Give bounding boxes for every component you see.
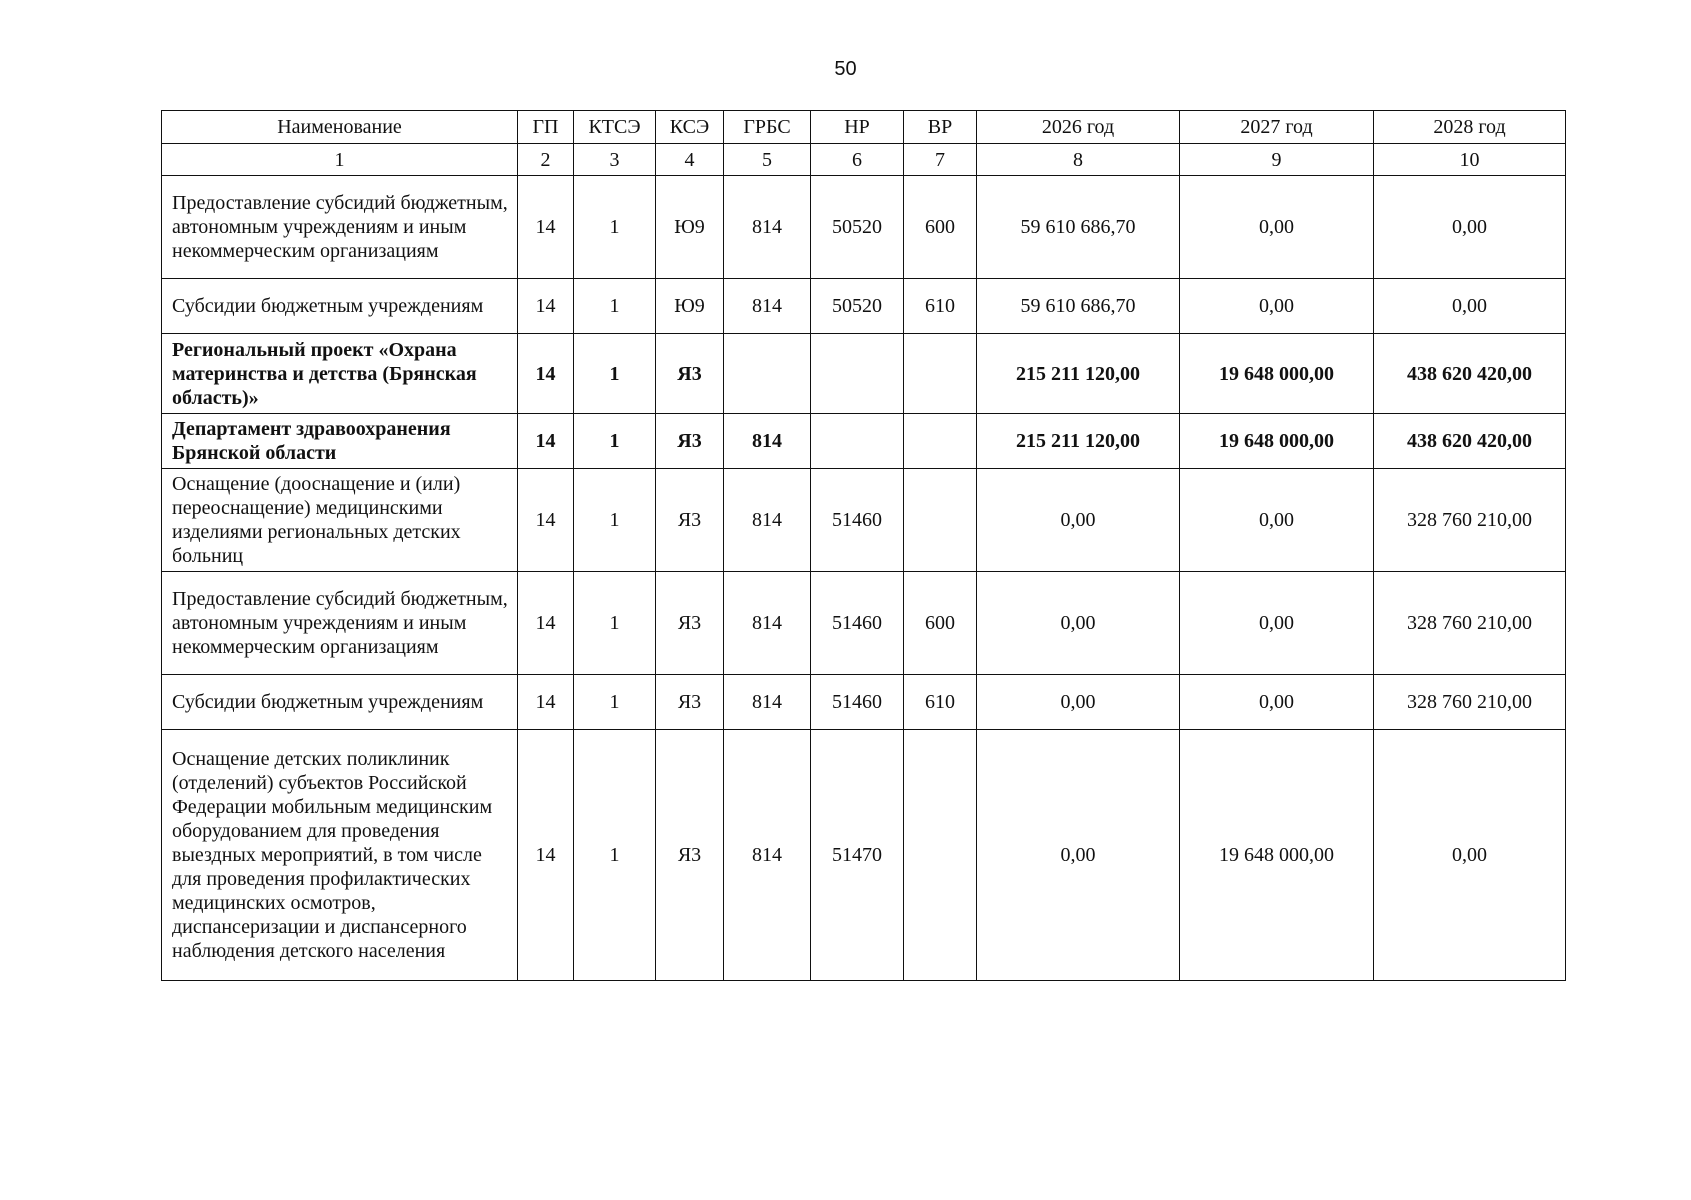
gp-cell: 14 [518,334,574,414]
nr-cell: 51460 [811,675,904,730]
amount-2028-cell: 328 760 210,00 [1374,572,1566,675]
header-cell-kse: КСЭ [656,111,724,144]
amount-2027-cell: 0,00 [1180,469,1374,572]
kse-cell: Ю9 [656,279,724,334]
grbs-cell: 814 [724,572,811,675]
page-number: 50 [834,58,857,80]
nr-cell: 51460 [811,469,904,572]
gp-cell: 14 [518,469,574,572]
nr-cell: 51460 [811,572,904,675]
kse-cell: Ю9 [656,176,724,279]
grbs-cell [724,334,811,414]
header-cell-vr: ВР [904,111,977,144]
header-cell-ktse: КТСЭ [574,111,656,144]
header-cell-nr: НР [811,111,904,144]
vr-cell: 610 [904,279,977,334]
amount-2026-cell: 215 211 120,00 [977,414,1180,469]
vr-cell [904,334,977,414]
vr-cell [904,469,977,572]
name-cell: Оснащение (дооснащение и (или) переоснащение) медицинскими изделиями региональных детских больниц [162,469,518,572]
header-cell-gp: ГП [518,111,574,144]
column-number-cell: 10 [1374,144,1566,176]
amount-2026-cell: 0,00 [977,469,1180,572]
vr-cell: 600 [904,176,977,279]
name-cell: Субсидии бюджетным учреждениям [162,675,518,730]
nr-cell: 50520 [811,176,904,279]
column-number-cell: 2 [518,144,574,176]
nr-cell [811,414,904,469]
amount-2027-cell: 0,00 [1180,572,1374,675]
column-number-cell: 7 [904,144,977,176]
table-row [162,572,1566,675]
grbs-cell: 814 [724,176,811,279]
ktse-cell: 1 [574,414,656,469]
table-row [162,279,1566,334]
amount-2028-cell: 328 760 210,00 [1374,675,1566,730]
amount-2028-cell: 328 760 210,00 [1374,469,1566,572]
name-cell: Предоставление субсидий бюджетным, автономным учреждениям и иным некоммерческим организациям [162,572,518,675]
amount-2027-cell: 19 648 000,00 [1180,730,1374,981]
column-number-row [162,144,1566,176]
header-row [162,111,1566,144]
column-number-cell: 4 [656,144,724,176]
budget-table [161,110,1566,981]
amount-2026-cell: 59 610 686,70 [977,176,1180,279]
grbs-cell: 814 [724,414,811,469]
column-number-cell: 8 [977,144,1180,176]
header-cell-name: Наименование [162,111,518,144]
amount-2026-cell: 59 610 686,70 [977,279,1180,334]
amount-2027-cell: 19 648 000,00 [1180,414,1374,469]
kse-cell: Я3 [656,675,724,730]
kse-cell: Я3 [656,414,724,469]
table-row [162,334,1566,414]
kse-cell: Я3 [656,469,724,572]
column-number-cell: 6 [811,144,904,176]
amount-2026-cell: 0,00 [977,675,1180,730]
ktse-cell: 1 [574,334,656,414]
grbs-cell: 814 [724,469,811,572]
vr-cell: 600 [904,572,977,675]
gp-cell: 14 [518,279,574,334]
ktse-cell: 1 [574,675,656,730]
amount-2028-cell: 438 620 420,00 [1374,334,1566,414]
gp-cell: 14 [518,414,574,469]
header-cell-2028: 2028 год [1374,111,1566,144]
table-row [162,675,1566,730]
table-body [162,111,1566,981]
amount-2026-cell: 215 211 120,00 [977,334,1180,414]
table-row [162,469,1566,572]
name-cell: Региональный проект «Охрана материнства и детства (Брянская область)» [162,334,518,414]
amount-2027-cell: 0,00 [1180,176,1374,279]
column-number-cell: 9 [1180,144,1374,176]
name-cell: Предоставление субсидий бюджетным, автономным учреждениям и иным некоммерческим организациям [162,176,518,279]
ktse-cell: 1 [574,279,656,334]
grbs-cell: 814 [724,675,811,730]
ktse-cell: 1 [574,176,656,279]
amount-2028-cell: 438 620 420,00 [1374,414,1566,469]
nr-cell: 50520 [811,279,904,334]
header-cell-2026: 2026 год [977,111,1180,144]
nr-cell [811,334,904,414]
nr-cell: 51470 [811,730,904,981]
amount-2028-cell: 0,00 [1374,279,1566,334]
header-cell-2027: 2027 год [1180,111,1374,144]
table-row [162,414,1566,469]
grbs-cell: 814 [724,279,811,334]
column-number-cell: 3 [574,144,656,176]
vr-cell [904,730,977,981]
kse-cell: Я3 [656,334,724,414]
header-cell-grbs: ГРБС [724,111,811,144]
vr-cell: 610 [904,675,977,730]
amount-2027-cell: 0,00 [1180,675,1374,730]
amount-2026-cell: 0,00 [977,730,1180,981]
ktse-cell: 1 [574,572,656,675]
amount-2028-cell: 0,00 [1374,176,1566,279]
kse-cell: Я3 [656,572,724,675]
column-number-cell: 5 [724,144,811,176]
gp-cell: 14 [518,675,574,730]
amount-2028-cell: 0,00 [1374,730,1566,981]
amount-2026-cell: 0,00 [977,572,1180,675]
ktse-cell: 1 [574,469,656,572]
amount-2027-cell: 19 648 000,00 [1180,334,1374,414]
kse-cell: Я3 [656,730,724,981]
gp-cell: 14 [518,730,574,981]
table-row [162,730,1566,981]
gp-cell: 14 [518,176,574,279]
table-row [162,176,1566,279]
grbs-cell: 814 [724,730,811,981]
column-number-cell: 1 [162,144,518,176]
name-cell: Субсидии бюджетным учреждениям [162,279,518,334]
vr-cell [904,414,977,469]
gp-cell: 14 [518,572,574,675]
name-cell: Департамент здравоохранения Брянской области [162,414,518,469]
ktse-cell: 1 [574,730,656,981]
name-cell: Оснащение детских поликлиник (отделений) субъектов Российской Федерации мобильным медицинским оборудованием для проведения выездных мероприятий, в том числе для проведения профилактических медицинских осмотров, диспансеризации и диспансерного наблюдения детского населения [162,730,518,981]
amount-2027-cell: 0,00 [1180,279,1374,334]
